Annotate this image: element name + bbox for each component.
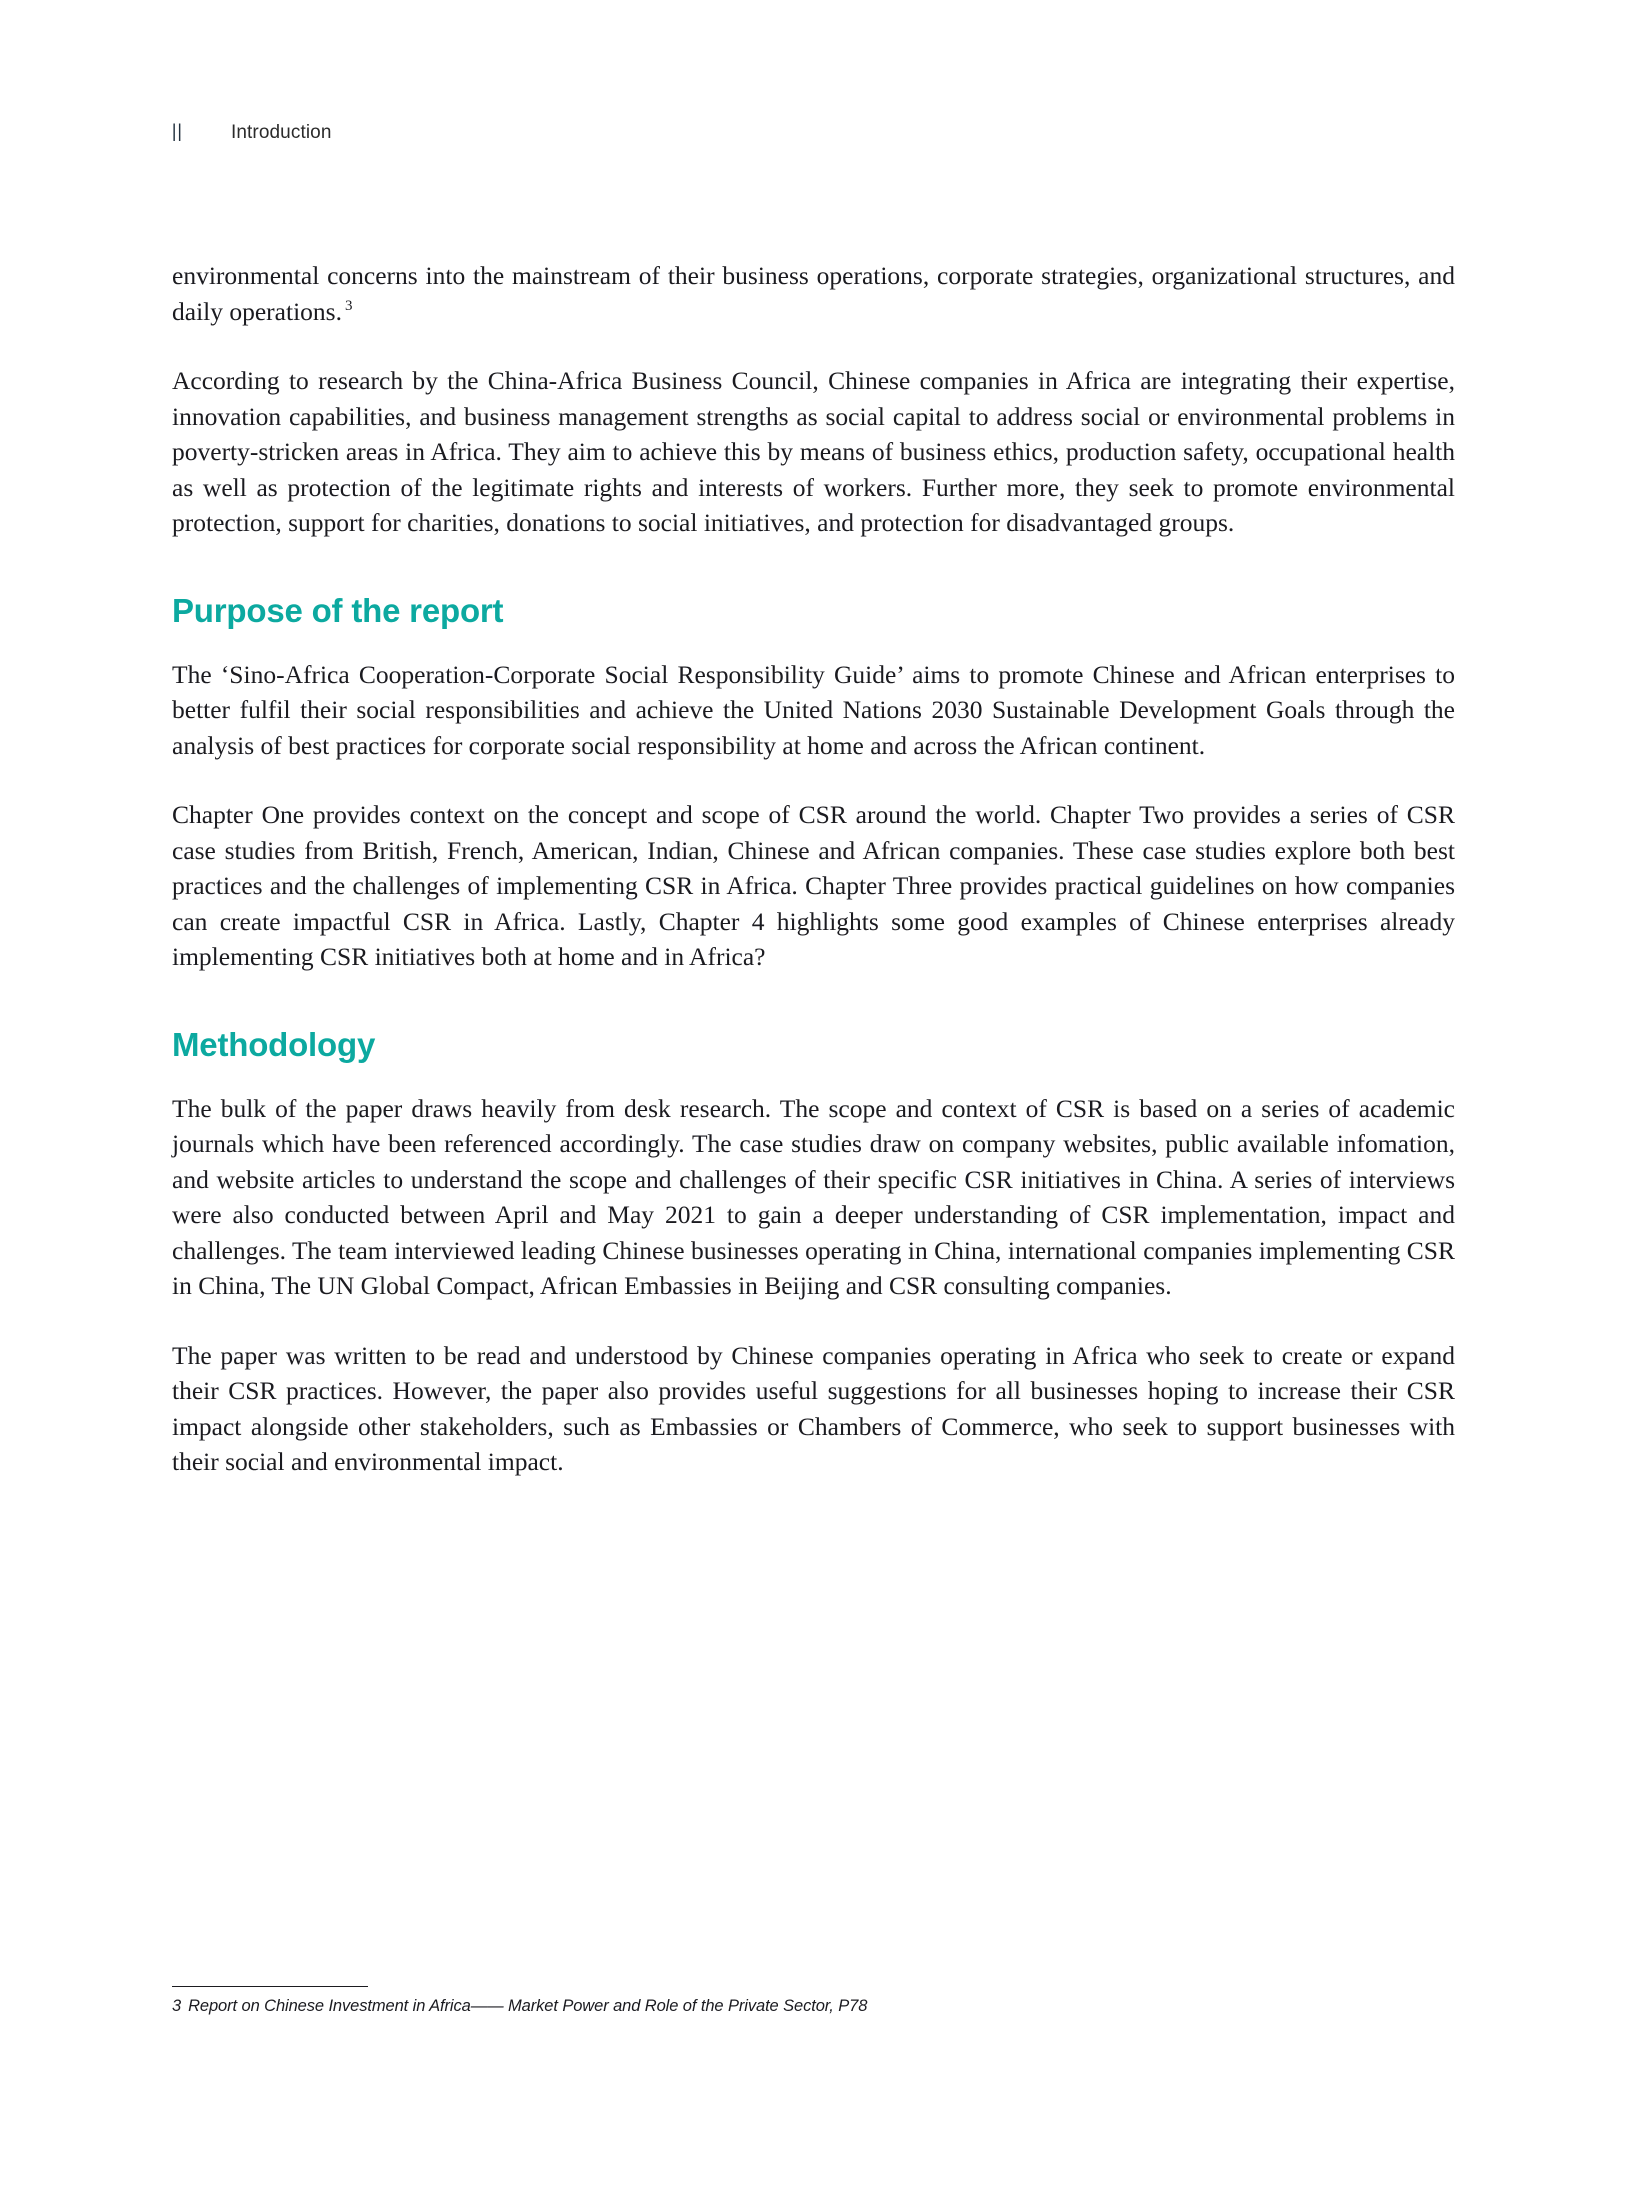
paragraph-continued-text: environmental concerns into the mainstream of their business operations, corporate strategies, organizational structures, and daily operations.	[172, 261, 1455, 326]
paragraph-purpose-2: Chapter One provides context on the concept and scope of CSR around the world. Chapter Two provides a series of CSR case studies from British, French, American, Indian, Chinese and African companies. These case studies explore both best practices and the challenges of implementing CSR in Africa. Chapter Three provides practical guidelines on how companies can create impactful CSR in Africa. Lastly, Chapter 4 highlights some good examples of Chinese enterprises already implementing CSR initiatives both at home and in Africa?	[172, 800, 1455, 971]
section-heading-purpose-of-the-report: Purpose of the report	[172, 591, 504, 629]
heading-spacer-methodology	[172, 1009, 1455, 1025]
footnote-reference-marker: 3	[344, 298, 353, 314]
running-header	[172, 118, 332, 148]
footnote-number: 3	[172, 1997, 182, 2015]
paragraph-methodology-1: The bulk of the paper draws heavily from desk research. The scope and context of CSR is based on a series of academic journals which have been referenced accordingly. The case studies draw on company websites, public available infomation, and website articles to understand the scope and challenges of their specific CSR initiatives in China. A series of interviews were also conducted between April and May 2021 to gain a deeper understanding of CSR implementation, impact and challenges. The team interviewed leading Chinese businesses operating in China, international companies implementing CSR in China, The UN Global Compact, African Embassies in Beijing and CSR consulting companies.	[172, 1093, 1455, 1300]
footnote-entry	[172, 1996, 1455, 2017]
text-column	[172, 258, 1455, 1480]
paragraph-purpose-1: The ‘Sino-Africa Cooperation-Corporate Social Responsibility Guide’ aims to promote Chinese and African enterprises to better fulfil their social responsibilities and achieve the United Nations 2030 Sustainable Development Goals through the analysis of best practices for corporate social responsibility at home and across the African continent.	[172, 659, 1455, 760]
footnote-block	[172, 1986, 1455, 2017]
chapter-name: Introduction	[231, 122, 332, 143]
heading-spacer-purpose	[172, 575, 1455, 591]
paragraph-china-africa-business-council: According to research by the China-Africa Business Council, Chinese companies in Africa are integrating their expertise, innovation capabilities, and business management strengths as social capital to address social or environmental problems in poverty-stricken areas in Africa. They aim to achieve this by means of business ethics, production safety, occupational health as well as protection of the legitimate rights and interests of workers. Further more, they seek to promote environmental protection, support for charities, donations to social initiatives, and protection for disadvantaged groups.	[172, 366, 1455, 537]
section-heading-methodology: Methodology	[172, 1025, 376, 1063]
chapter-numeral: II	[172, 118, 184, 147]
footnote-separator-rule	[172, 1986, 368, 1987]
footnote-citation-text: Report on Chinese Investment in Africa—— Market Power and Role of the Private Sector, P78	[188, 1997, 868, 2015]
paragraph-methodology-2: The paper was written to be read and understood by Chinese companies operating in Africa who seek to create or expand their CSR practices. However, the paper also provides useful suggestions for all businesses hoping to increase their CSR impact alongside other stakeholders, such as Embassies or Chambers of Commerce, who seek to support businesses with their social and environmental impact.	[172, 1340, 1455, 1476]
paragraph-continued	[172, 258, 1455, 329]
